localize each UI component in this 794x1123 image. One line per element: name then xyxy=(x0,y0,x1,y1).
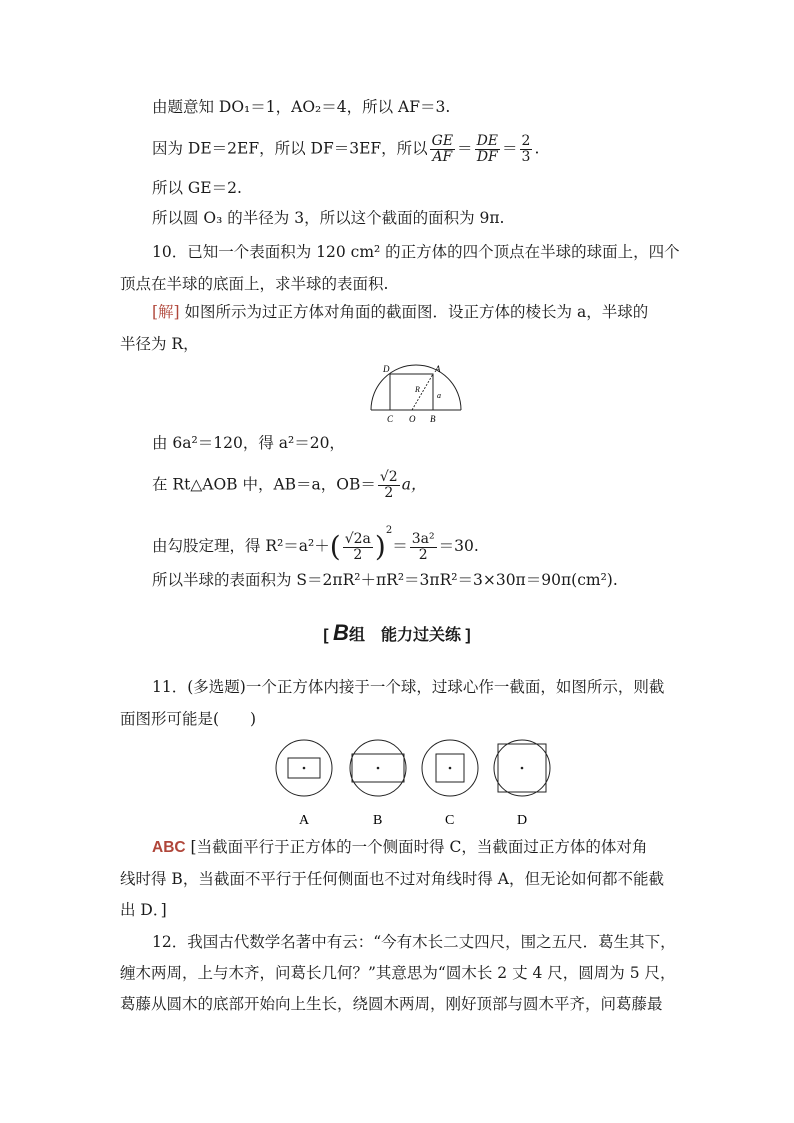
label-C: C xyxy=(387,414,394,424)
bracket-open: [ xyxy=(323,627,329,644)
option-label: C xyxy=(445,813,455,828)
text-line: 由 6a²＝120，得 a²＝20， xyxy=(152,434,345,452)
text-run: a， xyxy=(401,475,427,494)
text-run: 如图所示为过正方体对角面的截面图．设正方体的棱长为 a，半球的 xyxy=(179,303,649,321)
fraction xyxy=(410,532,437,563)
option-B-figure xyxy=(350,740,406,796)
denominator: 2 xyxy=(418,546,428,563)
option-label: B xyxy=(373,813,383,828)
numerator: DE xyxy=(476,133,499,149)
bracket-close: ] xyxy=(465,627,471,644)
text-run: [当截面平行于正方体的一个侧面时得 C，当截面过正方体的体对角 xyxy=(185,838,648,856)
text-line: 面图形可能是( ) xyxy=(120,710,257,728)
text-line: 出 D．] xyxy=(120,901,167,919)
numerator: √2a xyxy=(344,530,371,547)
option-D-figure xyxy=(494,740,550,796)
hemisphere-section-figure xyxy=(366,360,466,426)
option-label: D xyxy=(517,813,528,828)
fraction xyxy=(343,532,373,563)
denominator: 2 xyxy=(353,546,363,563)
problem-11-line: 11．(多选题)一个正方体内接于一个球，过球心作一截面，如图所示，则截 xyxy=(152,678,665,696)
denominator: AF xyxy=(432,149,453,165)
text-line: 顶点在半球的底面上，求半球的表面积. xyxy=(120,275,389,293)
option-A-figure xyxy=(276,740,332,796)
denominator: DF xyxy=(476,149,498,165)
text-line xyxy=(152,470,426,501)
problem-10-line: 10．已知一个表面积为 120 cm² 的正方体的四个顶点在半球的球面上，四个 xyxy=(152,243,680,261)
text-line: 由题意知 DO₁＝1，AO₂＝4，所以 AF＝3. xyxy=(152,98,451,116)
problem-12-line: 12．我国古代数学名著中有云：“今有木长二丈四尺，围之五尺．葛生其下， xyxy=(152,933,676,951)
label-D: D xyxy=(383,364,390,374)
text-line: 所以 GE＝2. xyxy=(152,179,242,197)
section-letter: B xyxy=(333,620,349,645)
answer-line xyxy=(152,836,647,859)
fraction xyxy=(520,134,533,165)
numerator: √2 xyxy=(379,469,398,485)
solution-tag: [解] xyxy=(152,303,180,321)
answer-label: ABC xyxy=(152,839,186,856)
text-run: 由勾股定理，得 R²＝a²＋ xyxy=(152,537,330,555)
label-B: B xyxy=(430,414,436,424)
label-O: O xyxy=(409,414,416,424)
text-line: 由勾股定理，得 R²＝a²＋( $\frac{√2a}{2}$ )$^2$＝ $\frac{\text{3a²}}{2}$ ＝30. xyxy=(152,525,479,563)
fraction xyxy=(378,470,400,501)
label-a: a xyxy=(437,391,441,400)
text-line: 葛藤从圆木的底部开始向上生长，绕圆木两周，刚好顶部与圆木平齐，问葛藤最 xyxy=(120,995,663,1013)
text-line: 所以圆 O₃ 的半径为 3，所以这个截面的面积为 9π. xyxy=(152,209,505,227)
denominator: 3 xyxy=(521,149,531,165)
exponent: 2 xyxy=(385,525,393,536)
text-run: 因为 DE＝2EF，所以 DF＝3EF，所以 xyxy=(152,139,428,158)
label-A: A xyxy=(435,364,441,374)
options-figure xyxy=(272,736,556,828)
text-line: 线时得 B，当截面不平行于任何侧面也不过对角线时得 A，但无论如何都不能截 xyxy=(120,870,664,888)
solution-line xyxy=(152,301,648,323)
label-R: R xyxy=(415,385,420,394)
fraction xyxy=(430,134,455,165)
paren-close: ) xyxy=(374,530,386,563)
numerator: 2 xyxy=(521,133,531,149)
text-run: ＝30. xyxy=(438,537,479,555)
fraction xyxy=(475,134,500,165)
section-heading xyxy=(0,620,794,649)
text-line: 半径为 R， xyxy=(120,335,199,353)
numerator: GE xyxy=(431,133,454,149)
numerator: 3a² xyxy=(411,530,435,547)
square-section xyxy=(390,374,433,410)
option-label: A xyxy=(299,813,310,828)
text-line: 所以半球的表面积为 S＝2πR²＋πR²＝3πR²＝3×30π＝90π(cm²). xyxy=(152,571,618,589)
text-run: 在 Rt△AOB 中，AB＝a，OB＝ xyxy=(152,475,376,494)
section-title: 组 能力过关练 xyxy=(348,627,461,644)
text-line: 缠木两周，上与木齐，问葛长几何？”其意思为“圆木长 2 丈 4 尺，圆周为 5 尺， xyxy=(120,964,676,982)
paren-open: ( xyxy=(329,530,341,563)
option-C-figure xyxy=(422,740,478,796)
text-line: 因为 DE＝2EF，所以 DF＝3EF，所以 $\frac{GE}{AF}$ ＝ $\frac{DE}{DF}$ ＝ $\frac{2}{3}$ . xyxy=(152,133,540,165)
denominator: 2 xyxy=(384,485,394,501)
